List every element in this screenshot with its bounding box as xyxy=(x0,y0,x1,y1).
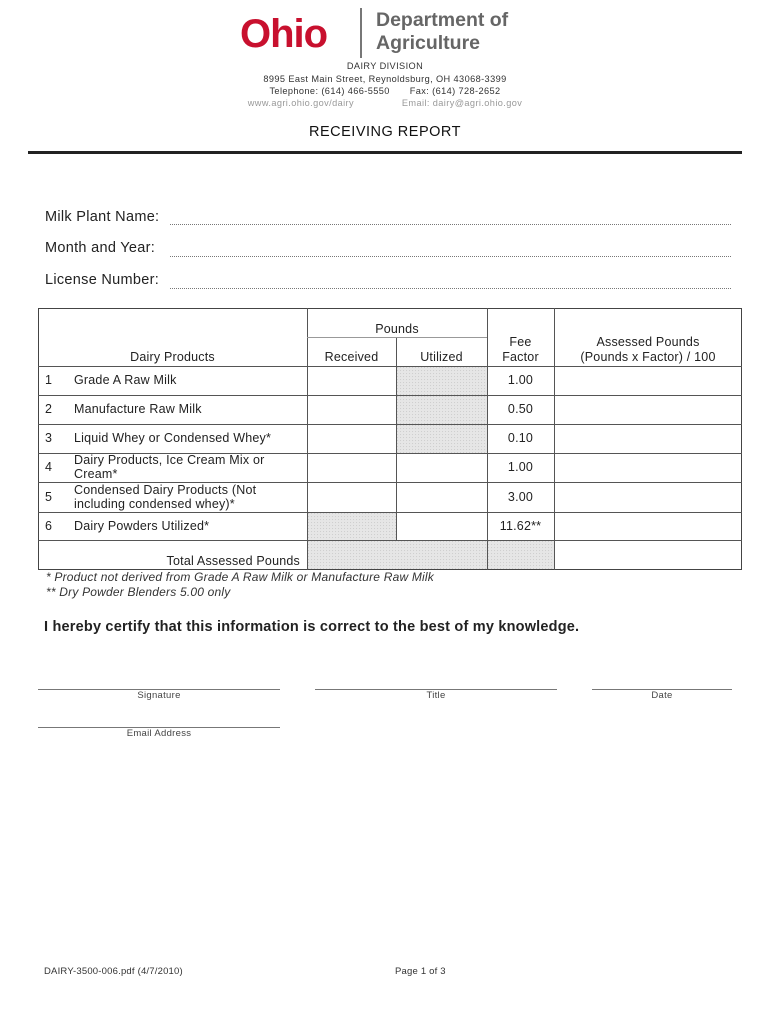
page-number: Page 1 of 3 xyxy=(395,966,446,977)
footnote-2: ** Dry Powder Blenders 5.00 only xyxy=(46,585,231,599)
signature-label: Signature xyxy=(137,690,181,701)
col-divider xyxy=(396,337,397,540)
product-name: Liquid Whey or Condensed Whey* xyxy=(74,431,272,445)
product-name: Dairy Powders Utilized* xyxy=(74,519,210,533)
product-name: Condensed Dairy Products (Not including condensed whey)* xyxy=(74,483,257,511)
month-year-label: Month and Year: xyxy=(45,240,156,256)
web-email-line xyxy=(0,98,770,108)
plant-name-field[interactable] xyxy=(170,224,731,225)
assessed-header: Assessed Pounds xyxy=(596,335,700,349)
received-header: Received xyxy=(324,350,379,364)
email-label: Email Address xyxy=(126,728,192,739)
pounds-header: Pounds xyxy=(375,322,419,336)
fee-header: Fee xyxy=(509,335,532,349)
title-rule xyxy=(28,151,742,154)
col-divider xyxy=(307,308,308,570)
fee-factor: 11.62** xyxy=(499,519,542,533)
row-number: 6 xyxy=(45,519,53,533)
row-number: 1 xyxy=(45,373,53,387)
fee-factor: 0.10 xyxy=(507,431,534,445)
plant-name-label: Milk Plant Name: xyxy=(45,209,160,225)
utilized-header: Utilized xyxy=(420,350,463,364)
month-year-field[interactable] xyxy=(170,256,731,257)
fee-factor: 1.00 xyxy=(507,460,534,474)
fee-factor: 3.00 xyxy=(507,490,534,504)
product-name: Manufacture Raw Milk xyxy=(74,402,202,416)
row-divider xyxy=(38,424,742,425)
title-label: Title xyxy=(426,690,446,701)
address: 8995 East Main Street, Reynoldsburg, OH 43068-3399 xyxy=(263,74,507,84)
fax: Fax: (614) 728-2652 xyxy=(409,86,501,96)
row-divider xyxy=(38,395,742,396)
license-label: License Number: xyxy=(45,272,160,288)
row-number: 3 xyxy=(45,431,53,445)
factor-header: Factor xyxy=(502,350,539,364)
row-number: 2 xyxy=(45,402,53,416)
assessed-subheader: (Pounds x Factor) / 100 xyxy=(580,350,716,364)
date-label: Date xyxy=(651,690,673,701)
division-name: DAIRY DIVISION xyxy=(346,61,424,71)
product-name: Grade A Raw Milk xyxy=(74,373,177,387)
form-id: DAIRY-3500-006.pdf (4/7/2010) xyxy=(44,966,183,977)
product-name: Dairy Products, Ice Cream Mix or Cream* xyxy=(74,453,265,481)
logo-department-name: Department of Agriculture xyxy=(376,9,509,54)
row-number: 4 xyxy=(45,460,53,474)
footnote-1: * Product not derived from Grade A Raw Milk or Manufacture Raw Milk xyxy=(46,570,434,584)
phone-fax-line xyxy=(0,86,770,96)
logo-divider xyxy=(360,8,362,58)
website: www.agri.ohio.gov/dairy xyxy=(247,98,354,108)
row-divider xyxy=(307,337,487,338)
row-divider xyxy=(38,540,742,541)
row-divider xyxy=(38,512,742,513)
fee-factor: 1.00 xyxy=(507,373,534,387)
receiving-table xyxy=(38,308,742,570)
page-title: RECEIVING REPORT xyxy=(309,124,461,140)
license-field[interactable] xyxy=(170,288,731,289)
logo-ohio-wordmark: Ohio xyxy=(240,12,328,56)
dairy-products-header: Dairy Products xyxy=(130,350,215,364)
email: Email: dairy@agri.ohio.gov xyxy=(401,98,523,108)
certification-statement: I hereby certify that this information is correct to the best of my knowledge. xyxy=(44,619,580,635)
total-label: Total Assessed Pounds xyxy=(166,554,300,568)
telephone: Telephone: (614) 466-5550 xyxy=(269,86,390,96)
ohio-agriculture-logo xyxy=(240,8,530,58)
fee-factor: 0.50 xyxy=(507,402,534,416)
row-number: 5 xyxy=(45,490,53,504)
row-divider xyxy=(38,366,742,367)
